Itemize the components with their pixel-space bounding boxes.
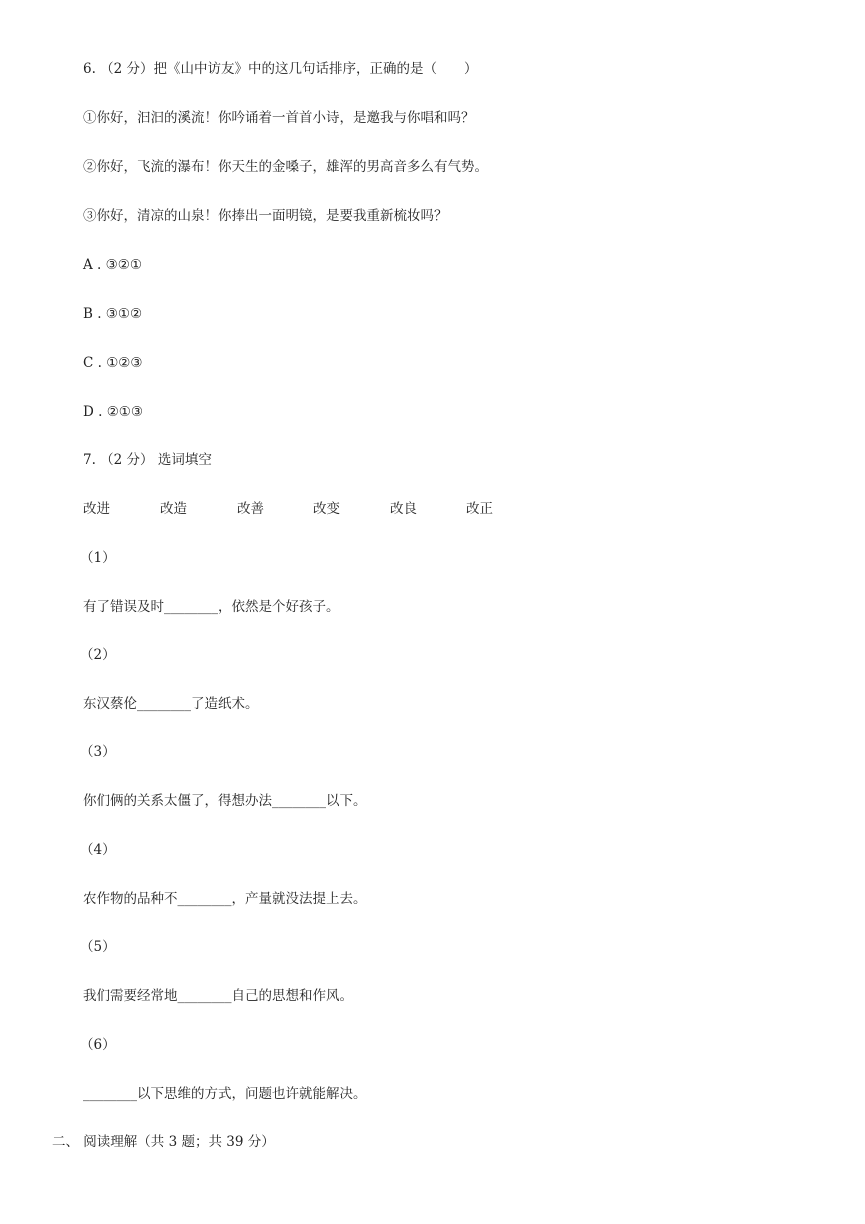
- item-number: （4）: [80, 842, 116, 858]
- choice-c: C . ①②③: [83, 355, 143, 371]
- word-bank-item: 改良: [390, 501, 417, 517]
- item-number: （3）: [80, 744, 116, 760]
- sentence-2: ②你好，飞流的瀑布！你天生的金嗓子，雄浑的男高音多么有气势。: [83, 159, 488, 175]
- fill-blank-sentence: 我们需要经常地________自己的思想和作风。: [83, 988, 353, 1004]
- question-7-stem: 7. （2 分） 选词填空: [83, 452, 212, 468]
- fill-blank-sentence: ________以下思维的方式，问题也许就能解决。: [83, 1086, 367, 1102]
- fill-blank-sentence: 你们俩的关系太僵了，得想办法________以下。: [83, 793, 367, 809]
- section-heading: 二、 阅读理解（共 3 题；共 39 分）: [52, 1134, 275, 1150]
- word-bank-item: 改变: [313, 501, 340, 517]
- sentence-3: ③你好，清凉的山泉！你捧出一面明镜，是要我重新梳妆吗？: [83, 208, 448, 224]
- item-number: （5）: [80, 939, 116, 955]
- word-bank-item: 改进: [83, 501, 110, 517]
- choice-d: D . ②①③: [83, 404, 144, 420]
- word-bank-item: 改正: [466, 501, 493, 517]
- word-bank-item: 改善: [237, 501, 264, 517]
- item-number: （1）: [80, 550, 116, 566]
- fill-blank-sentence: 东汉蔡伦________了造纸术。: [83, 696, 259, 712]
- item-number: （6）: [80, 1037, 116, 1053]
- choice-a: A . ③②①: [83, 257, 142, 273]
- choice-b: B . ③①②: [83, 306, 143, 322]
- sentence-1: ①你好，汩汩的溪流！你吟诵着一首首小诗，是邀我与你唱和吗？: [83, 110, 475, 126]
- fill-blank-sentence: 有了错误及时________，依然是个好孩子。: [83, 599, 340, 615]
- fill-blank-sentence: 农作物的品种不________，产量就没法提上去。: [83, 891, 367, 907]
- word-bank-item: 改造: [160, 501, 187, 517]
- item-number: （2）: [80, 647, 116, 663]
- question-6-stem: 6. （2 分）把《山中访友》中的这几句话排序，正确的是（ ）: [83, 61, 478, 77]
